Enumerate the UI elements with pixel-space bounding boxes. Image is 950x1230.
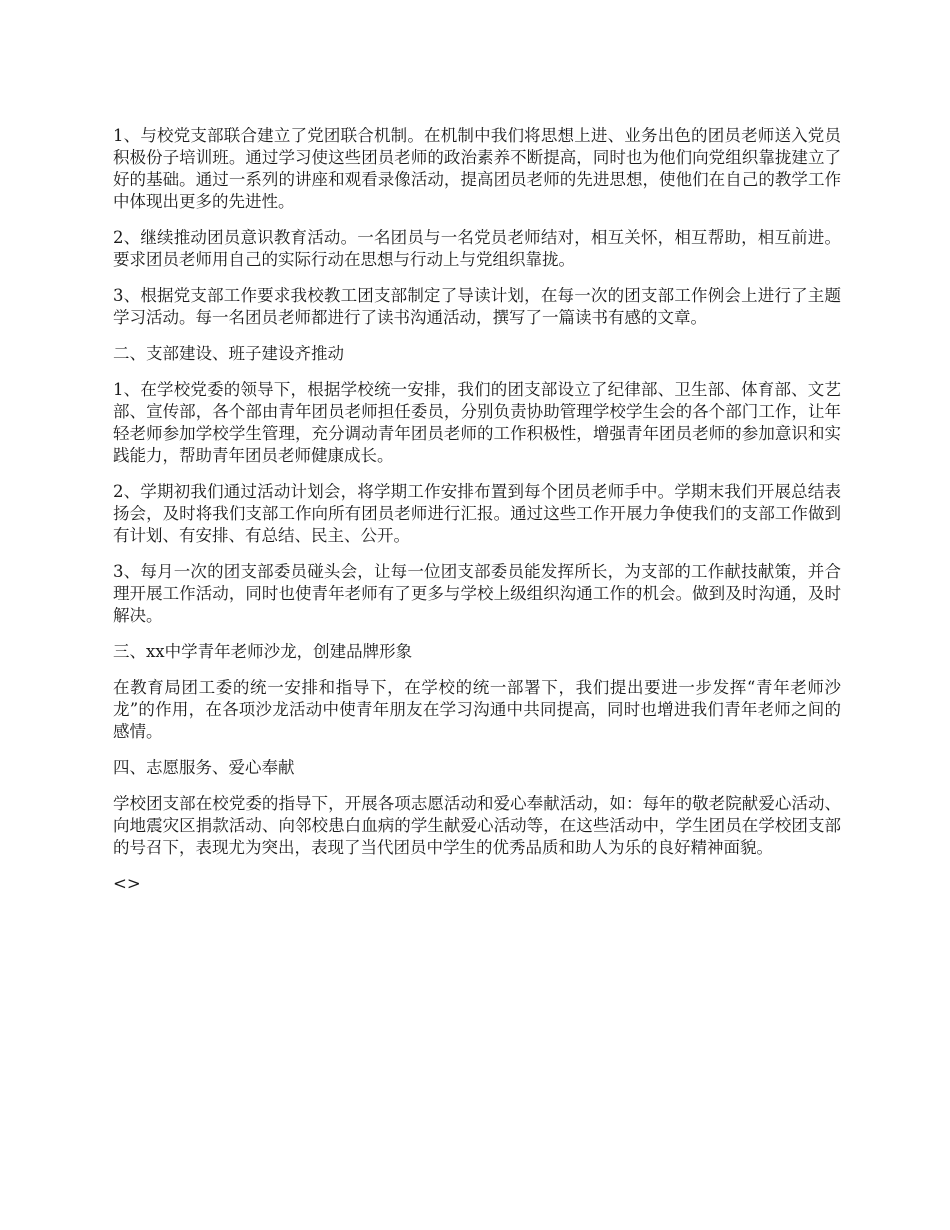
document-body <box>113 125 841 895</box>
paragraph-1-2: 2、继续推动团员意识教育活动。一名团员与一名党员老师结对，相互关怀，相互帮助，相互前进。要求团员老师用自己的实际行动在思想与行动上与党组织靠拢。 <box>113 228 841 269</box>
paragraph-4-1: 学校团支部在校党委的指导下，开展各项志愿活动和爱心奉献活动，如：每年的敬老院献爱心活动、向地震灾区捐款活动、向邻校患白血病的学生献爱心活动等，在这些活动中，学生团员在学校团支部的号召下，表现尤为突出，表现了当代团员中学生的优秀品质和助人为乐的良好精神面貌。 <box>113 794 841 857</box>
paragraph-2-3: 3、每月一次的团支部委员碰头会，让每一位团支部委员能发挥所长，为支部的工作献技献策，并合理开展工作活动，同时也使青年老师有了更多与学校上级组织沟通工作的机会。做到及时沟通，及时解决。 <box>113 562 841 625</box>
paragraph-3-1: 在教育局团工委的统一安排和指导下，在学校的统一部署下，我们提出要进一步发挥“青年老师沙龙”的作用，在各项沙龙活动中使青年朋友在学习沟通中共同提高，同时也增进我们青年老师之间的感情。 <box>113 678 841 741</box>
paragraph-1-1: 1、与校党支部联合建立了党团联合机制。在机制中我们将思想上进、业务出色的团员老师送入党员积极份子培训班。通过学习使这些团员老师的政治素养不断提高，同时也为他们向党组织靠拢建立了好的基础。通过一系列的讲座和观看录像活动，提高团员老师的先进思想，使他们在自己的教学工作中体现出更多的先进性。 <box>113 126 841 211</box>
section-heading-2: 二、支部建设、班子建设齐推动 <box>113 344 344 363</box>
paragraph-1-3: 3、根据党支部工作要求我校教工团支部制定了导读计划，在每一次的团支部工作例会上进行了主题学习活动。每一名团员老师都进行了读书沟通活动，撰写了一篇读书有感的文章。 <box>113 286 841 327</box>
paragraph-2-2: 2、学期初我们通过活动计划会，将学期工作安排布置到每个团员老师手中。学期末我们开展总结表扬会，及时将我们支部工作向所有团员老师进行汇报。通过这些工作开展力争使我们的支部工作做到有计划、有安排、有总结、民主、公开。 <box>113 482 841 545</box>
paragraph-2-1: 1、在学校党委的领导下，根据学校统一安排，我们的团支部设立了纪律部、卫生部、体育部、文艺部、宣传部，各个部由青年团员老师担任委员，分别负责协助管理学校学生会的各个部门工作，让年轻老师参加学校学生管理，充分调动青年团员老师的工作积极性，增强青年团员老师的参加意识和实践能力，帮助青年团员老师健康成长。 <box>113 380 841 465</box>
section-heading-4: 四、志愿服务、爱心奉献 <box>113 758 295 777</box>
trailing-marker: <> <box>113 874 141 893</box>
section-heading-3: 三、xx中学青年老师沙龙，创建品牌形象 <box>113 642 413 661</box>
